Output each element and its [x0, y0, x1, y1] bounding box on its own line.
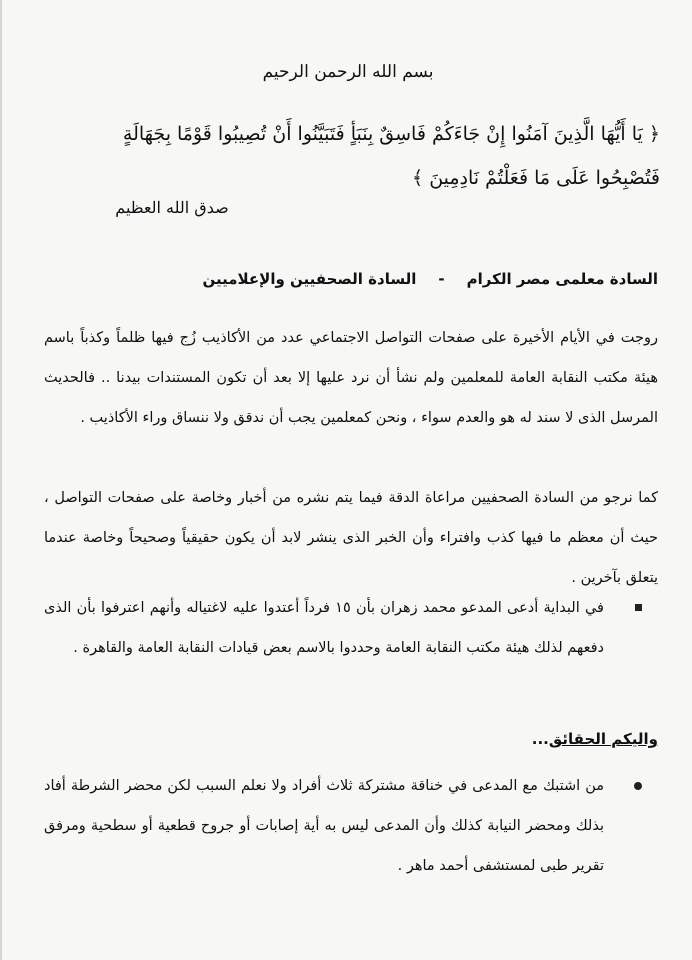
- facts-heading-title: واليكم الحقائق: [548, 730, 658, 748]
- quran-verse-line-1: ﴿ يَا أَيُّهَا الَّذِينَ آمَنُوا إِنْ جَاءَكُمْ فَاسِقٌ بِنَبَأٍ فَتَبَيَّنُوا أَنْ تُصِيبُوا قَوْمًا بِجَهَالَةٍ: [122, 123, 660, 145]
- bullet-text-facts: من اشتبك مع المدعى في خناقة مشتركة ثلاث أفراد ولا نعلم السبب لكن محضر الشرطة أفاد بذلك ومحضر النيابة كذلك وأن المدعى ليس به أية إصابات أو جروح قطعية أو سطحية ومرفق تقرير طبى لمستشفى أحمد ماهر .: [44, 778, 604, 874]
- quran-verse: [42, 112, 660, 200]
- list-item: [44, 588, 642, 668]
- basmala: بسم الله الرحمن الرحيم: [262, 62, 434, 82]
- quran-verse-line-2: فَتُصْبِحُوا عَلَى مَا فَعَلْتُمْ نَادِمِينَ ﴾: [412, 167, 660, 189]
- sadaq-allah: صدق الله العظيم: [115, 198, 229, 217]
- paragraph-rumors: روجت في الأيام الأخيرة على صفحات التواصل الاجتماعي عدد من الأكاذيب زُج فيها ظلماً وكذباً باسم هيئة مكتب النقابة العامة للمعلمين ولم نشأ أن نرد عليها إلا بعد أن تكون المستندات بيدنا .. فالحديث المرسل الذى لا سند له هو والعدم سواء ، ونحن كمعلمين يجب أن ندقق ولا ننساق وراء الأكاذيب .: [44, 330, 658, 426]
- salutation-teachers: السادة معلمى مصر الكرام: [466, 270, 658, 288]
- bullet-text-claim: في البداية أدعى المدعو محمد زهران بأن ١٥ فرداً أعتدوا عليه لاغتياله وأنهم اعترفوا بأن الذى دفعهم لذلك هيئة مكتب النقابة العامة وحددوا بالاسم بعض قيادات النقابة العامة والقاهرة .: [44, 600, 604, 656]
- facts-heading: [422, 730, 658, 748]
- facts-heading-dots: ...: [531, 730, 549, 748]
- salutation-journalists: السادة الصحفيين والإعلاميين: [202, 270, 417, 288]
- salutation-line: [42, 270, 658, 288]
- list-item: [44, 766, 642, 886]
- round-bullet-icon: [634, 782, 642, 790]
- square-bullet-icon: [635, 604, 642, 611]
- salutation-separator: -: [438, 270, 445, 288]
- paragraph-journalists-request: كما نرجو من السادة الصحفيين مراعاة الدقة فيما يتم نشره من أخبار وخاصة على صفحات التواصل ، حيث أن معظم ما فيها كذب وافتراء وأن الخبر الذى ينشر لابد أن يكون حقيقياً وصحيحاً وخاصة عندما يتعلق بآخرين .: [44, 490, 658, 586]
